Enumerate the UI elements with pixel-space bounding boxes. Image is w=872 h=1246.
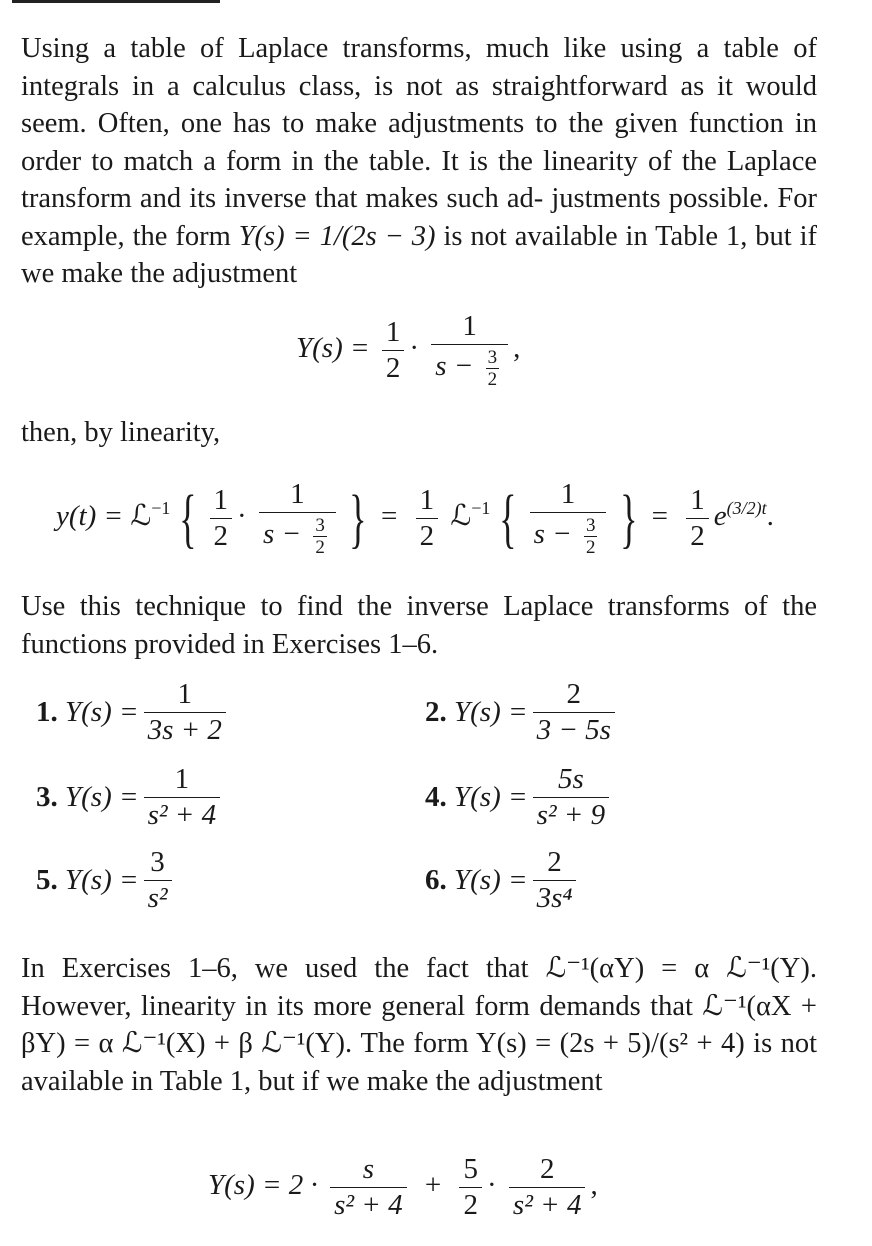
- exercise-6: 6. Y(s) = $\frac{2}{\text{3s⁴}}$: [425, 848, 581, 913]
- exercise-5: 5. Y(s) = $\frac{3}{\text{s²}}$: [36, 848, 177, 913]
- fraction: $\frac{1}{2}$: [382, 318, 405, 383]
- then-text: then, by linearity,: [21, 417, 221, 448]
- instruction-paragraph: [21, 588, 817, 663]
- linearity-paragraph: [21, 950, 817, 1100]
- intro-line: of the Laplace transform and its inverse that makes such ad-: [21, 145, 818, 214]
- instr-line: Use this technique to find the inverse Laplace transforms of the: [21, 591, 817, 622]
- intro-paragraph: [21, 30, 817, 293]
- intro-line: would seem. Often, one has to make adjustments to the given: [21, 70, 817, 139]
- para3-line: (2s + 5)/(s² + 4) is not available in Table 1, but if we make: [21, 1028, 817, 1097]
- exercise-4: 4. Y(s) = $\frac{5s}{\text{s² + 9}}$: [425, 765, 614, 830]
- fraction: 1 s − $\frac{3}{2}$: [431, 312, 508, 389]
- para3-line: However, linearity in its more general form demands that: [21, 990, 693, 1022]
- exercise-2: 2. Y(s) = $\frac{2}{3 - 5s}$: [425, 680, 620, 745]
- intro-line: function in order to match a form in the table. It is the linearity: [21, 108, 818, 177]
- eq-lhs: Y(s) =: [296, 332, 370, 365]
- equation-adjustment: Y(s) = $\frac{1}{2}$ · 1 s − $\frac{3}{2}$ ,: [296, 310, 521, 390]
- para3-line: In Exercises 1–6, we used the fact that ℒ⁻¹(αY) = α ℒ⁻¹(Y).: [21, 953, 817, 984]
- equation-second-adjustment: Y(s) = 2 · $\frac{s}{\text{s² + 4}}$ + $\frac{5}{2}$ · $\frac{2}{\text{s² + 4}}$ ,: [208, 1153, 598, 1221]
- intro-line: Using a table of Laplace transforms, much like using a table: [21, 33, 779, 64]
- inline-form: Y(s) = 1/(2s − 3): [238, 220, 436, 252]
- para3-line: ℒ⁻¹(αX + βY) = α ℒ⁻¹(X) + β ℒ⁻¹(Y). The form Y(s) =: [21, 990, 818, 1059]
- intro-line: is not available in Table 1, but if we make the adjustment: [21, 220, 818, 289]
- top-rule: [12, 0, 220, 3]
- intro-line: justments possible. For example, the form: [21, 183, 817, 252]
- exercise-1: 1. Y(s) = $\frac{1}{3s + 2}$: [36, 680, 231, 745]
- intro-line: of integrals in a calculus class, is not as straightforward as it: [21, 33, 817, 102]
- instr-line: functions provided in Exercises 1–6.: [21, 628, 439, 660]
- exercise-3: 3. Y(s) = $\frac{1}{\text{s² + 4}}$: [36, 765, 225, 830]
- para3-line: the adjustment: [435, 1065, 603, 1097]
- equation-linearity: y(t) = ℒ$^{-1}$ { $\frac{1}{2}$ · 1 s − $\frac{3}{2}$ } = $\frac{1}{2}$ ℒ$^{-1}$ { 1 s − $\frac{3}{2}$ } = $\frac{1}{2}$ $e^{(3/2)t}$.: [56, 478, 774, 558]
